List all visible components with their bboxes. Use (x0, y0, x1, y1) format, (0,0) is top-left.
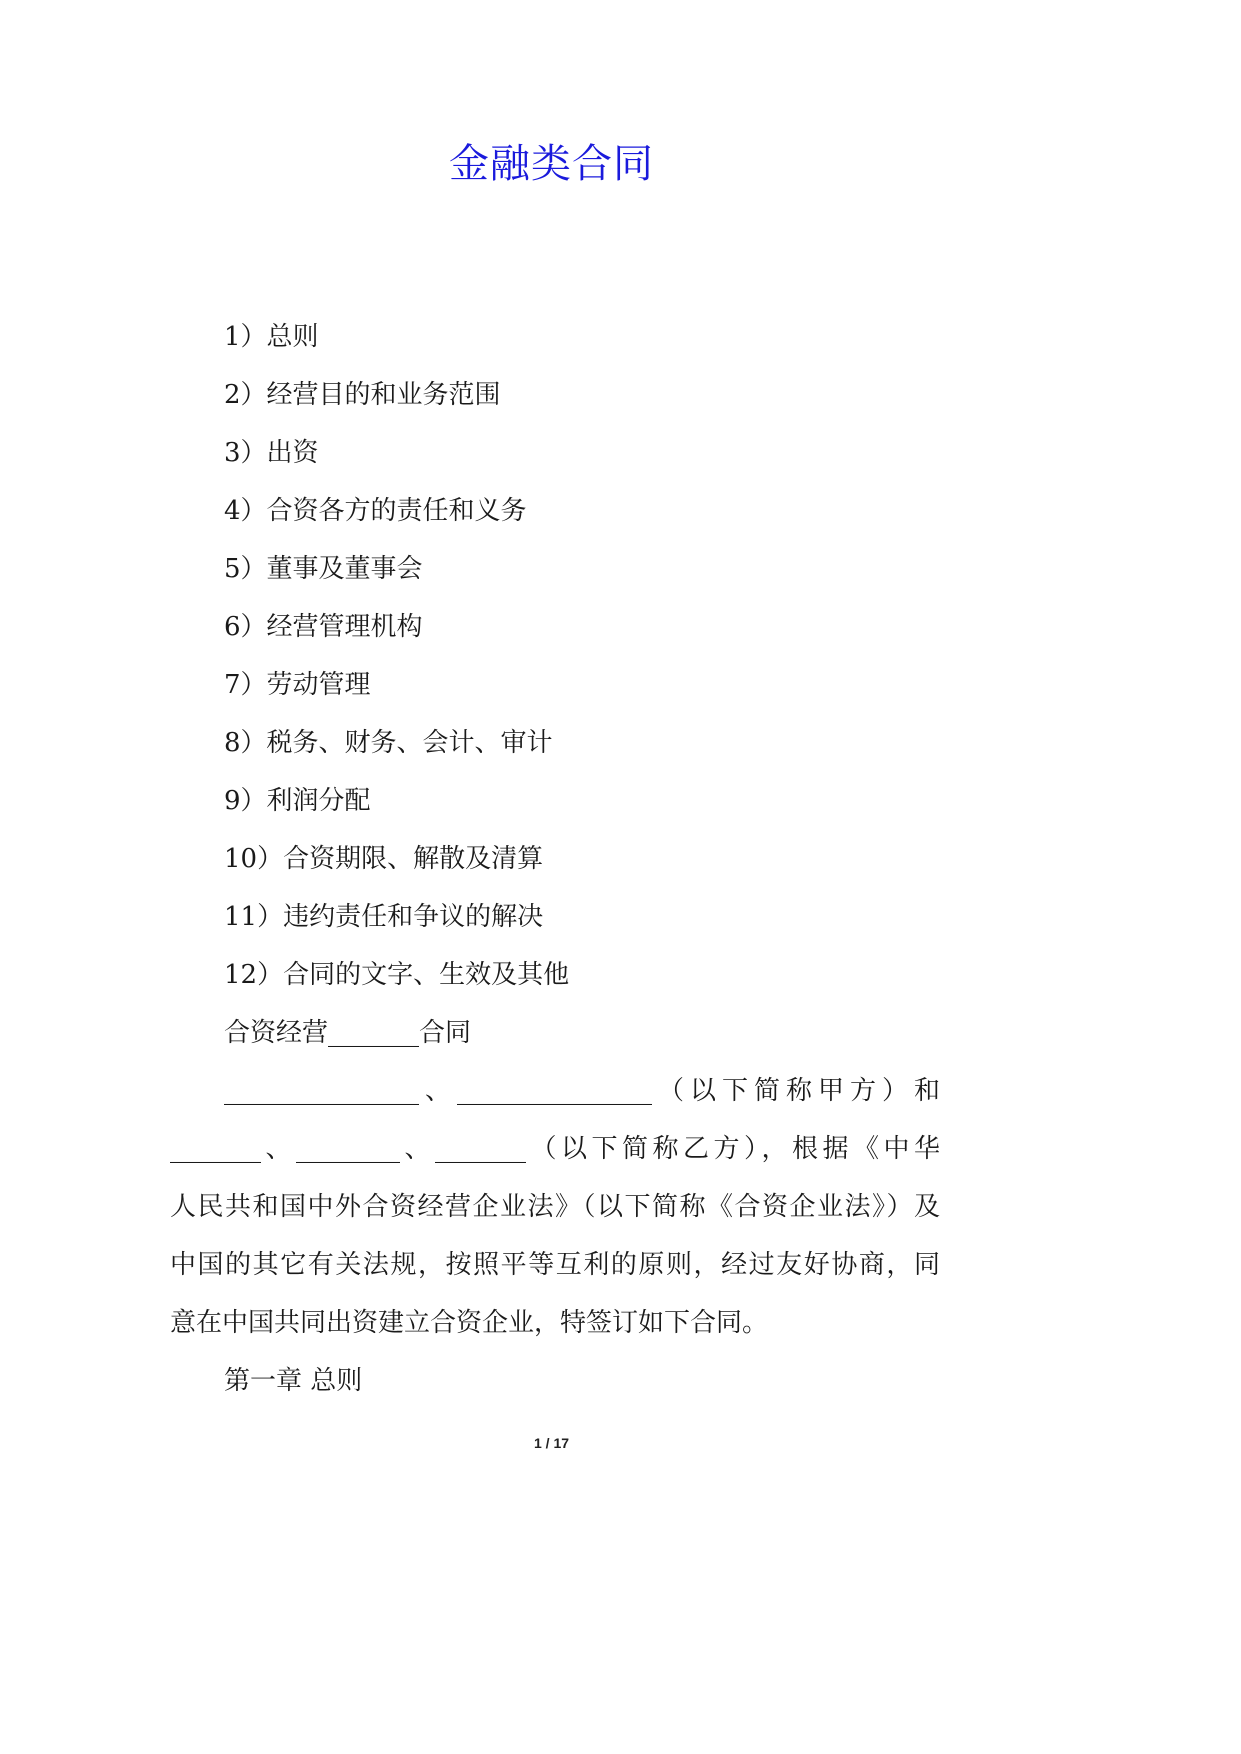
toc-item: 11）违约责任和争议的解决 (224, 902, 544, 932)
chapter-heading: 第一章 总则 (224, 1366, 363, 1396)
preamble-line: 人民共和国中外合资经营企业法》（以下简称《合资企业法》）及 (170, 1192, 940, 1222)
toc-item: 7）劳动管理 (224, 670, 371, 700)
toc-item: 4）合资各方的责任和义务 (224, 496, 527, 526)
toc-item: 9）利润分配 (224, 786, 371, 816)
page-number: 1 / 17 (533, 1435, 570, 1451)
preamble-line: 中国的其它有关法规，按照平等互利的原则，经过友好协商，同 (170, 1250, 940, 1280)
preamble-line: _______________、_______________（以下简称甲方）和 (224, 1076, 940, 1106)
toc-item: 12）合同的文字、生效及其他 (224, 960, 570, 990)
toc-item: 6）经营管理机构 (224, 612, 423, 642)
toc-item: 8）税务、财务、会计、审计 (224, 728, 553, 758)
preamble-line: _______、________、_______（以下简称乙方），根据《中华 (170, 1134, 940, 1164)
preamble-line: 意在中国共同出资建立合资企业，特签订如下合同。 (170, 1308, 769, 1338)
toc-item: 5）董事及董事会 (224, 554, 423, 584)
document-title: 金融类合同 (449, 141, 654, 187)
contract-title: 合资经营_______合同 (224, 1018, 472, 1048)
toc-item: 3）出资 (224, 438, 319, 468)
toc-item: 10）合资期限、解散及清算 (224, 844, 544, 874)
toc-item: 1）总则 (224, 322, 319, 352)
table-of-contents (224, 315, 569, 1011)
toc-item: 2）经营目的和业务范围 (224, 380, 501, 410)
